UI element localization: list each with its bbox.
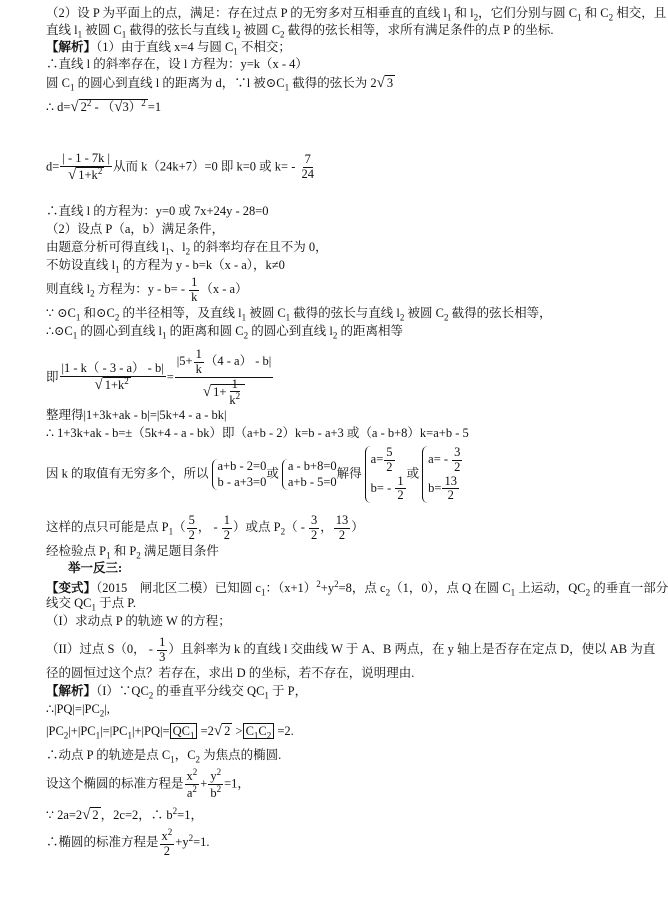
- expanded-equation: ∴ 1+3k+ak - b=±（5k+4 - a - bk）即（a+b - 2）k=b - a+3 或（a - b+8）k=a+b - 5: [46, 426, 469, 440]
- analysis-line-part2: （2）设点 P（a，b）满足条件，: [46, 222, 225, 236]
- section-heading-variant: 举一反三:: [68, 561, 123, 575]
- variant-analysis-line1: 【解析】$(I)\because QC_2$ 的垂直平分线交 $QC_1$ 于 P，: [46, 684, 308, 701]
- distance-equation-2: d= $\frac{| - 1 - 7k |}{√ 1+k^2}$ 从而 k（24k+7）=0 即 k=0 或 k= - $\frac{7}{24}$: [46, 151, 315, 183]
- analysis-line2: ∴直线 l 的斜率存在，设 l 方程为：y=k（x - 4）: [46, 57, 308, 71]
- analysis-line3: 圆 $C_1$ 的圆心到直线 l 的距离为 d，∵l 被$⊙C_1$ 截得的弦长为 2√ 3: [46, 75, 394, 93]
- solution-1: a= $\frac{5}{2}$ b= - $\frac{1}{2}$: [365, 446, 407, 503]
- verification-line: 经检验点 $P_1$ 和 $P_2$ 满足题目条件: [46, 544, 219, 561]
- variant-problem-line1: 【变式】（2015 闸北区二模）已知圆 $c_1$：$(x+1)^2+y^2=8$，点 $c_2(1$，0），点 Q 在圆 $C_1$ 上运动，$QC_2$ 的垂直一部分: [46, 579, 668, 598]
- analysis-line-center: $\therefore⊙C_1$ 的圆心到直线 $l_1$ 的距离和圆 $C_2$ 的圆心到直线 $l_2$ 的距离相等: [46, 324, 403, 341]
- variant-analysis-line4: ∴动点 P 的轨迹是点 $C_1$，$C_2$ 为焦点的椭圆.: [46, 748, 282, 765]
- distance-equation-1: ∴ d=√ $2^2 - (√3)^2 =1$: [46, 98, 162, 116]
- system-of-equations: 因 k 的取值有无穷多个，所以 a+b - 2=0 b - a+3=0 或 a - b+8=0 a+b - 5=0 解得 a= $\frac{5}{2}$ b= - $\frac{1}{2}$ 或 a= - $\frac{3}{2}$ b= $\frac{13}{2}$: [46, 446, 463, 503]
- analysis-line-l2: 则直线 $l_2$ 方程为：y - b= - $\frac{1}{k}$ （x - a）: [46, 275, 248, 304]
- variant-problem-line2: 线交 $QC_1$ 于点 P.: [46, 596, 136, 613]
- analysis-line-radius: ∵ $⊙C_1$ 和$⊙C_2$ 的半径相等，及直线 $l_1$ 被圆 $C_1$ 截得的弦长与直线 $l_2$ 被圆 $C_2$ 截得的弦长相等，: [46, 306, 552, 323]
- problem-part2-line1: （2）设 P 为平面上的点，满足：存在过点 P 的无穷多对互相垂直的直线 $l_1$ 和 $l_2$，它们分别与圆 $C_1$ 和 $C_2$ 相交，且: [46, 6, 667, 23]
- variant-question-2-cont: 径的圆恒过这个点？若存在，求出 D 的坐标，若不存在，说明理由.: [46, 666, 415, 680]
- variant-analysis-line5: 设这个椭圆的标准方程是 $\frac{x^2}{a^2}$ + $\frac{y^2}{b^2}$ =1，: [46, 767, 250, 801]
- variant-analysis-line3: $|PC_2|+|PC_1|=|PC_1|+|PQ|= QC_1 =2√$ $2 > C_1C_2 =2$.: [46, 723, 294, 741]
- variant-analysis-line6: ∵ 2a=2√ 2 ，2c=2，∴ $b^2=1$，: [46, 806, 203, 824]
- points-line: 这样的点只可能是点 $P_1$（ $\frac{5}{2}$ ， - $\frac{1}{2}$ ）或点 $P_2$（ - $\frac{3}{2}$ ， $\frac{13}{2}$ ）: [46, 513, 364, 542]
- solution-2: a= - $\frac{3}{2}$ b= $\frac{13}{2}$: [422, 446, 463, 503]
- variant-question-2: （II）过点 S（0， - $\frac{1}{3}$ ）且斜率为 k 的直线 l 交曲线 W 于 A、B 两点，在 y 轴上是否存在定点 D，使以 AB 为直: [46, 635, 656, 664]
- analysis-line-slopes: 由题意分析可得直线 $l_1$、$l_2$ 的斜率均存在且不为 0，: [46, 240, 328, 257]
- analysis-line1: 【解析】（1）由于直线 x=4 与圆 $C_1$ 不相交；: [46, 40, 291, 57]
- analysis-line-lines: ∴直线 l 的方程为：y=0 或 7x+24y - 28=0: [46, 204, 269, 218]
- simplified-equation: 整理得|1+3k+ak - b|=|5k+4 - a - bk|: [46, 408, 227, 422]
- distance-fraction: $\frac{| - 1 - 7k |}{√ 1+k^2}$: [62, 151, 111, 183]
- distance-equality-equation: 即 $\frac{|1 - k( - 3 - a) - b|}{√ 1+k^2}$ = |5+ $\frac{1}{k}$ （4 - a） - b| √ 1+ $\frac{1}{k^2}$: [46, 347, 272, 408]
- analysis-line-l1: 不妨设直线 $l_1$ 的方程为 y - b=k（x - a），k≠0: [46, 258, 285, 275]
- variant-analysis-line7: ∴椭圆的标准方程是 $\frac{x^2}{2}$ $+y^2=1$.: [46, 827, 210, 858]
- variant-analysis-line2: $\therefore|PQ|=|PC_2|$,: [46, 702, 110, 719]
- variant-question-1: （I）求动点 P 的轨迹 W 的方程；: [46, 614, 231, 628]
- system-2: a - b+8=0 a+b - 5=0: [282, 459, 337, 490]
- problem-part2-line2: 直线 $l_1$ 被圆 $C_1$ 截得的弦长与直线 $l_2$ 被圆 $C_2$ 截得的弦长相等，求所有满足条件的点 P 的坐标.: [46, 23, 554, 40]
- system-1: a+b - 2=0 b - a+3=0: [212, 459, 267, 490]
